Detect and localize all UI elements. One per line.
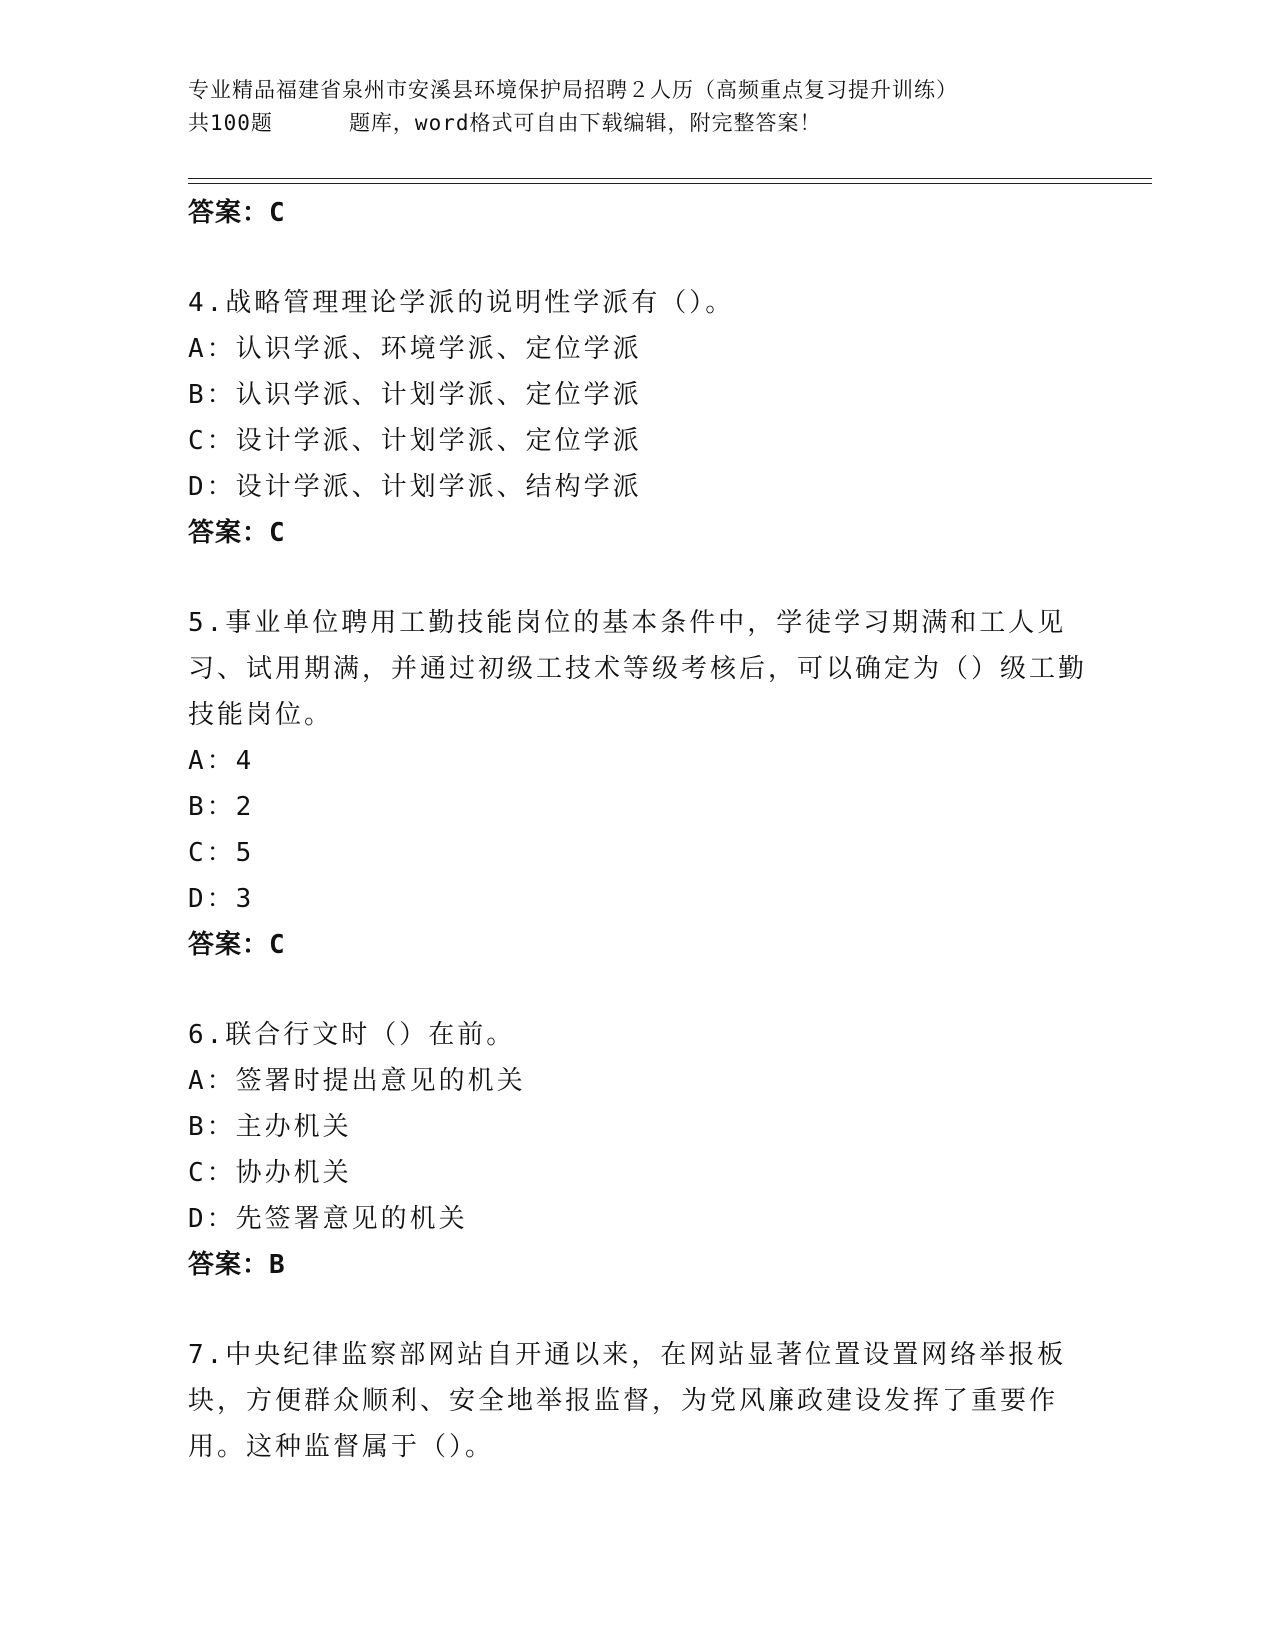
answer-line: 答案：C	[188, 930, 286, 960]
question-block	[188, 600, 1088, 968]
header-divider-bottom	[188, 183, 1152, 184]
header-subtitle	[188, 107, 1148, 140]
header-description: 题库，word格式可自由下载编辑，附完整答案！	[348, 111, 822, 135]
option-a: A：4	[188, 746, 255, 776]
question-text: 7.中央纪律监察部网站自开通以来，在网站显著位置设置网络举报板块，方便群众顺利、安全地举报监督，为党风廉政建设发挥了重要作用。这种监督属于（）。	[188, 1340, 1067, 1462]
option-d: D：3	[188, 884, 255, 914]
header-title: 专业精品福建省泉州市安溪县环境保护局招聘２人历（高频重点复习提升训练）	[188, 78, 958, 102]
option-b: B：认识学派、计划学派、定位学派	[188, 380, 642, 410]
question-text: 4.战略管理理论学派的说明性学派有（）。	[188, 288, 735, 318]
question-block	[188, 280, 1088, 556]
header-divider-top	[188, 178, 1152, 179]
question-text: 5.事业单位聘用工勤技能岗位的基本条件中，学徒学习期满和工人见习、试用期满，并通过初级工技术等级考核后，可以确定为（）级工勤技能岗位。	[188, 608, 1088, 730]
option-b: B：主办机关	[188, 1112, 352, 1142]
option-c: C：设计学派、计划学派、定位学派	[188, 426, 642, 456]
option-a: A：签署时提出意见的机关	[188, 1066, 526, 1096]
question-block	[188, 1012, 1088, 1288]
answer-line: 答案：C	[188, 198, 286, 228]
document-header	[188, 74, 1148, 140]
option-c: C：5	[188, 838, 255, 868]
question-list	[188, 190, 1088, 1470]
option-d: D：先签署意见的机关	[188, 1204, 468, 1234]
option-a: A：认识学派、环境学派、定位学派	[188, 334, 642, 364]
question-text: 6.联合行文时（）在前。	[188, 1020, 516, 1050]
answer-line: 答案：C	[188, 518, 286, 548]
question-block	[188, 1332, 1088, 1470]
header-question-count: 共100题	[188, 111, 273, 135]
option-b: B：2	[188, 792, 255, 822]
option-c: C：协办机关	[188, 1158, 352, 1188]
answer-line: 答案：B	[188, 1250, 286, 1280]
option-d: D：设计学派、计划学派、结构学派	[188, 472, 642, 502]
